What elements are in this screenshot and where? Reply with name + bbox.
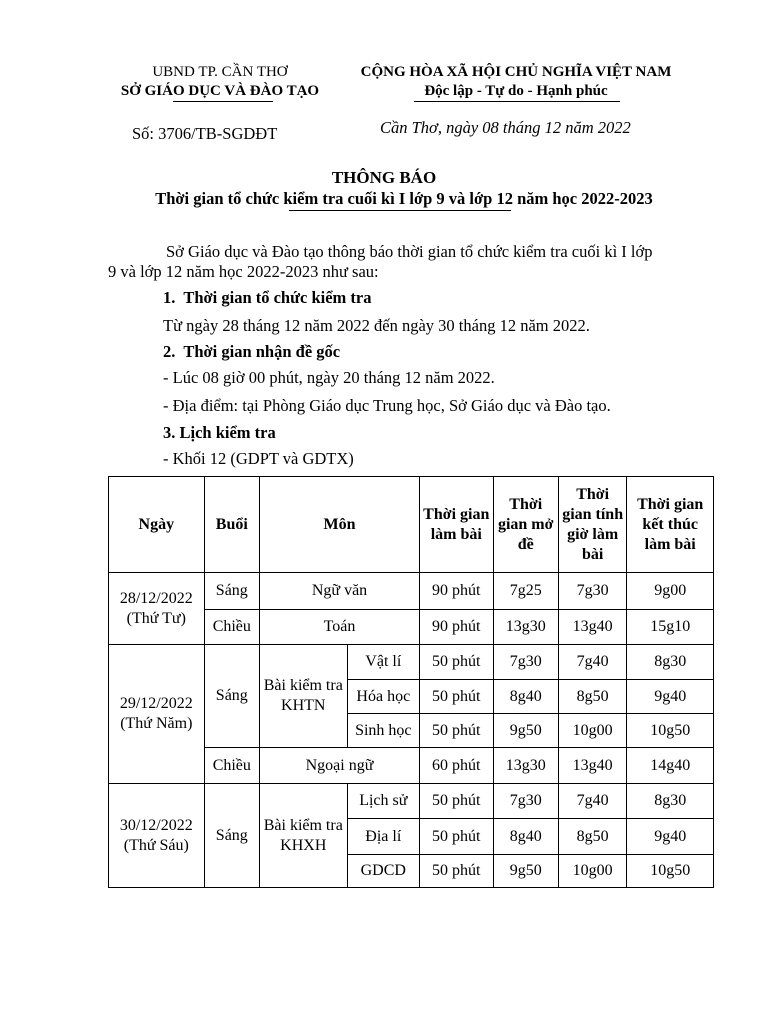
- subject-cell: Ngoại ngữ: [259, 748, 419, 784]
- end-time-cell: 8g30: [627, 645, 714, 680]
- start-time-cell: 13g40: [558, 610, 626, 645]
- end-time-cell: 9g00: [627, 573, 714, 610]
- header-thoigian-ketthuc: Thời gian kết thúc làm bài: [627, 477, 714, 573]
- subject-group-cell: Bài kiểm tra KHXH: [259, 784, 347, 888]
- date-cell: [109, 645, 205, 784]
- subtitle-underline: [289, 210, 511, 211]
- duration-cell: 60 phút: [420, 748, 493, 784]
- section-1-heading: 1. Thời gian tổ chức kiểm tra: [163, 288, 372, 307]
- subject-cell: Hóa học: [347, 680, 419, 714]
- national-motto: Độc lập - Tự do - Hạnh phúc: [424, 83, 608, 99]
- duration-cell: 50 phút: [420, 819, 493, 855]
- open-time-cell: 8g40: [493, 819, 558, 855]
- session-cell: Chiều: [204, 610, 259, 645]
- header-ngay: Ngày: [109, 477, 205, 573]
- issuer-underline: [173, 101, 273, 102]
- issuer-authority: UBND TP. CẦN THƠ: [152, 64, 288, 80]
- table-row: [109, 784, 714, 819]
- duration-cell: 50 phút: [420, 784, 493, 819]
- section-3-sub: - Khối 12 (GDPT và GDTX): [163, 449, 354, 468]
- table-row: [109, 573, 714, 610]
- end-time-cell: 14g40: [627, 748, 714, 784]
- document-subtitle: Thời gian tổ chức kiểm tra cuối kì I lớp 9 và lớp 12 năm học 2022-2023: [155, 189, 653, 208]
- duration-cell: 50 phút: [420, 645, 493, 680]
- session-cell: Sáng: [204, 573, 259, 610]
- section-2-heading: 2. Thời gian nhận đề gốc: [163, 342, 341, 361]
- subject-cell: GDCD: [347, 855, 419, 888]
- start-time-cell: 7g40: [558, 645, 626, 680]
- weekday-value: (Thứ Năm): [120, 715, 193, 732]
- open-time-cell: 13g30: [493, 610, 558, 645]
- end-time-cell: 9g40: [627, 680, 714, 714]
- header-thoigian-tinhgio: Thời gian tính giờ làm bài: [558, 477, 626, 573]
- section-2-line-1: - Lúc 08 giờ 00 phút, ngày 20 tháng 12 năm 2022.: [163, 368, 495, 387]
- end-time-cell: 10g50: [627, 855, 714, 888]
- open-time-cell: 13g30: [493, 748, 558, 784]
- date-value: 29/12/2022: [119, 695, 193, 712]
- national-block: [345, 63, 687, 101]
- duration-cell: 90 phút: [420, 610, 493, 645]
- session-cell: Sáng: [204, 784, 259, 888]
- section-1-text: Từ ngày 28 tháng 12 năm 2022 đến ngày 30 tháng 12 năm 2022.: [163, 316, 590, 335]
- start-time-cell: 8g50: [558, 680, 626, 714]
- intro-line-2: 9 và lớp 12 năm học 2022-2023 như sau:: [108, 262, 379, 281]
- header-thoigian-mode: Thời gian mở đề: [493, 477, 558, 573]
- date-cell: [109, 573, 205, 645]
- end-time-cell: 10g50: [627, 714, 714, 748]
- subject-cell: Địa lí: [347, 819, 419, 855]
- document-number: Số: 3706/TB-SGDĐT: [132, 124, 278, 143]
- table-row: [109, 645, 714, 680]
- exam-schedule-table: [108, 476, 714, 888]
- date-value: 30/12/2022: [119, 816, 193, 834]
- open-time-cell: 9g50: [493, 855, 558, 888]
- duration-cell: 50 phút: [420, 855, 493, 888]
- date-cell: [109, 784, 205, 888]
- intro-line-1: Sở Giáo dục và Đào tạo thông báo thời gian tổ chức kiểm tra cuối kì I lớp: [166, 242, 653, 261]
- document-title: THÔNG BÁO: [331, 168, 437, 187]
- header-buoi: Buổi: [204, 477, 259, 573]
- header-mon: Môn: [259, 477, 419, 573]
- session-cell: Chiều: [204, 748, 259, 784]
- section-3-heading: 3. Lịch kiểm tra: [163, 423, 276, 442]
- start-time-cell: 13g40: [558, 748, 626, 784]
- open-time-cell: 7g25: [493, 573, 558, 610]
- subject-cell: Ngữ văn: [259, 573, 419, 610]
- duration-cell: 50 phút: [420, 680, 493, 714]
- start-time-cell: 10g00: [558, 714, 626, 748]
- subject-group-cell: Bài kiểm tra KHTN: [259, 645, 347, 748]
- duration-cell: 50 phút: [420, 714, 493, 748]
- subject-cell: Toán: [259, 610, 419, 645]
- issuer-department: SỞ GIÁO DỤC VÀ ĐÀO TẠO: [120, 83, 320, 99]
- weekday-value: (Thứ Sáu): [123, 836, 189, 854]
- document-date: Cần Thơ, ngày 08 tháng 12 năm 2022: [380, 118, 631, 137]
- open-time-cell: 9g50: [493, 714, 558, 748]
- duration-cell: 90 phút: [420, 573, 493, 610]
- start-time-cell: 7g40: [558, 784, 626, 819]
- open-time-cell: 7g30: [493, 784, 558, 819]
- issuer-block: [100, 63, 340, 101]
- date-value: 28/12/2022: [119, 589, 193, 607]
- session-cell: Sáng: [204, 645, 259, 748]
- start-time-cell: 7g30: [558, 573, 626, 610]
- start-time-cell: 10g00: [558, 855, 626, 888]
- end-time-cell: 9g40: [627, 819, 714, 855]
- header-thoigian-lambai: Thời gian làm bài: [420, 477, 493, 573]
- subject-cell: Lịch sử: [347, 784, 419, 819]
- open-time-cell: 7g30: [493, 645, 558, 680]
- subject-cell: Sinh học: [347, 714, 419, 748]
- section-2-line-2: - Địa điểm: tại Phòng Giáo dục Trung học, Sở Giáo dục và Đào tạo.: [163, 396, 611, 415]
- end-time-cell: 8g30: [627, 784, 714, 819]
- subject-cell: Vật lí: [347, 645, 419, 680]
- table-header-row: [109, 477, 714, 573]
- start-time-cell: 8g50: [558, 819, 626, 855]
- weekday-value: (Thứ Tư): [126, 609, 186, 627]
- end-time-cell: 15g10: [627, 610, 714, 645]
- national-title: CỘNG HÒA XÃ HỘI CHỦ NGHĨA VIỆT NAM: [360, 64, 672, 80]
- open-time-cell: 8g40: [493, 680, 558, 714]
- motto-underline: [414, 101, 620, 102]
